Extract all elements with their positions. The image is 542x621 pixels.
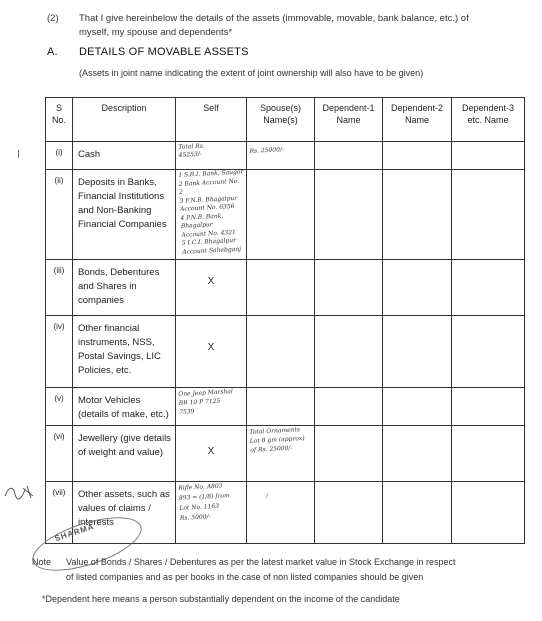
row-description: Bonds, Debentures and Shares in companies <box>73 260 176 316</box>
row-dep3-cell <box>452 170 525 260</box>
intro-line-2: myself, my spouse and dependents* <box>79 27 233 38</box>
row-self-value: One Jeep Marshal BR 10 P 7125 7539 <box>178 388 233 416</box>
row-dep3-cell <box>452 426 525 482</box>
row-spouse-value: Total Ornaments Lot 8 gm (approx) of Rs. 25000/- <box>249 426 305 454</box>
row-dep2-cell <box>383 260 452 316</box>
row-self-cell <box>176 316 247 388</box>
row-self-cell <box>176 142 247 170</box>
row-spouse-value: Rs. 25000/- <box>249 146 285 155</box>
row-spouse-cell <box>247 142 315 170</box>
row-description: Cash <box>73 142 176 170</box>
header-dependent-1: Dependent-1 Name <box>315 98 383 142</box>
row-dep3-cell <box>452 316 525 388</box>
row-sno: (vii) <box>46 482 73 544</box>
dependent-note: *Dependent here means a person substantially dependent on the income of the candidate <box>42 594 400 604</box>
row-dep3-cell <box>452 142 525 170</box>
row-self-value: Total Rs. 45253/- <box>178 142 205 159</box>
row-dep1-cell <box>315 388 383 426</box>
intro-number: (2) <box>47 13 59 24</box>
row-dep3-cell <box>452 260 525 316</box>
row-dep2-cell <box>383 388 452 426</box>
margin-tick-icon <box>18 150 22 158</box>
note-label: Note <box>32 557 52 567</box>
header-self: Self <box>176 98 247 142</box>
header-sno: S No. <box>46 98 73 142</box>
row-sno: (iii) <box>46 260 73 316</box>
row-self-cell <box>176 388 247 426</box>
header-description: Description <box>73 98 176 142</box>
row-description: Motor Vehicles (details of make, etc.) <box>73 388 176 426</box>
row-self-value: X <box>207 342 215 353</box>
note-text-2: of listed companies and as per books in the case of non listed companies should be given <box>66 572 424 582</box>
row-dep1-cell <box>315 482 383 544</box>
header-dependent-2: Dependent-2 Name <box>383 98 452 142</box>
row-self-cell <box>176 482 247 544</box>
table-row <box>46 142 525 170</box>
row-sno: (v) <box>46 388 73 426</box>
row-self-value: Rifle No. A803 893 = (1/8) from Lot No. 1163 Rs. 5000/- <box>178 482 230 522</box>
row-self-cell <box>176 260 247 316</box>
table-row <box>46 426 525 482</box>
row-self-cell <box>176 170 247 260</box>
row-sno: (i) <box>46 142 73 170</box>
row-dep2-cell <box>383 170 452 260</box>
table-row <box>46 388 525 426</box>
row-dep2-cell <box>383 482 452 544</box>
row-description: Jewellery (give details of weight and value) <box>73 426 176 482</box>
header-spouse: Spouse(s) Name(s) <box>247 98 315 142</box>
row-sno: (iv) <box>46 316 73 388</box>
table-row <box>46 260 525 316</box>
note-text-1: Value of Bonds / Shares / Debentures as per the latest market value in Stock Exchange in respect <box>66 557 456 567</box>
row-spouse-value: ! <box>265 492 269 501</box>
row-spouse-cell <box>247 482 315 544</box>
section-letter: A. <box>47 46 58 58</box>
row-self-value: X <box>207 446 215 457</box>
row-spouse-cell <box>247 388 315 426</box>
margin-scribble-icon <box>3 482 37 505</box>
intro-line-1: That I give hereinbelow the details of the assets (immovable, movable, bank balance, etc.) of <box>79 13 469 24</box>
row-sno: (ii) <box>46 170 73 260</box>
row-dep3-cell <box>452 482 525 544</box>
stamp-text: SHARMA <box>53 521 96 544</box>
row-dep2-cell <box>383 142 452 170</box>
row-description: Deposits in Banks, Financial Institutions and Non-Banking Financial Companies <box>73 170 176 260</box>
section-title: DETAILS OF MOVABLE ASSETS <box>79 46 249 58</box>
header-dependent-3: Dependent-3 etc. Name <box>452 98 525 142</box>
row-description: Other financial instruments, NSS, Postal Savings, LIC Policies, etc. <box>73 316 176 388</box>
row-dep2-cell <box>383 426 452 482</box>
row-self-value: 1 S.B.I. Bank, Saugor 2 Bank Account No. 2 3 F.N.B. Bhagalpur Account No. 6356 4 P.N.B. Bank, Bhagalpur Account No. 4321 5 I.C.I. Bhagalpur Account Sahebganj <box>178 168 244 256</box>
section-note: (Assets in joint name indicating the extent of joint ownership will also have to be given) <box>79 68 424 78</box>
movable-assets-table <box>45 97 525 544</box>
row-description: Other assets, such as values of claims / interests <box>73 482 176 544</box>
row-dep1-cell <box>315 142 383 170</box>
row-self-cell <box>176 426 247 482</box>
row-spouse-cell <box>247 426 315 482</box>
table-row <box>46 170 525 260</box>
row-spouse-cell <box>247 170 315 260</box>
row-dep1-cell <box>315 426 383 482</box>
row-spouse-cell <box>247 316 315 388</box>
table-row <box>46 316 525 388</box>
row-dep2-cell <box>383 316 452 388</box>
row-spouse-cell <box>247 260 315 316</box>
row-sno: (vi) <box>46 426 73 482</box>
row-dep3-cell <box>452 388 525 426</box>
row-dep1-cell <box>315 260 383 316</box>
table-header-row <box>46 98 525 142</box>
row-self-value: X <box>207 276 215 287</box>
row-dep1-cell <box>315 170 383 260</box>
row-dep1-cell <box>315 316 383 388</box>
